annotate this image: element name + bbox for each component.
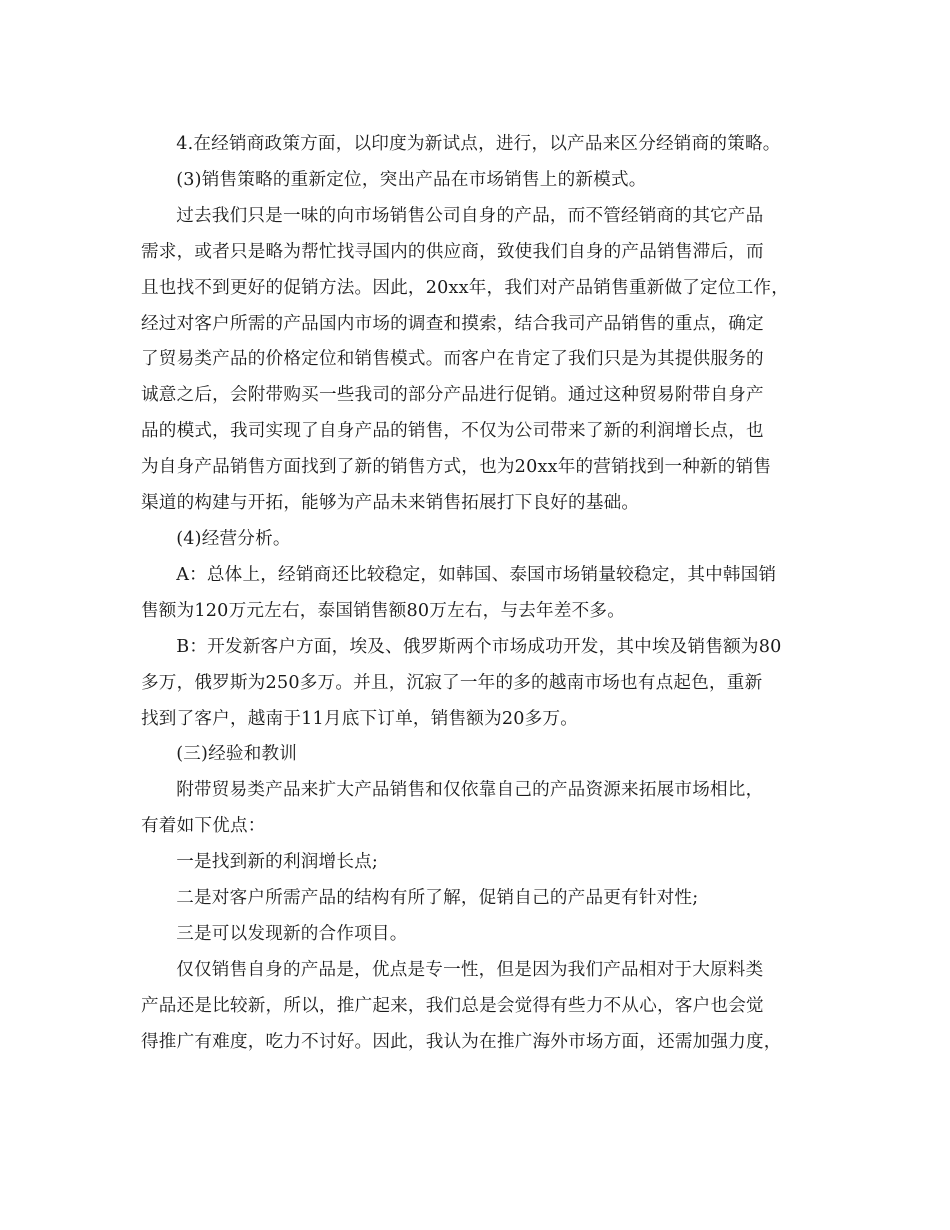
text-line: B：开发新客户方面，埃及、俄罗斯两个市场成功开发，其中埃及销售额为80 [176,636,782,657]
text-line: 二是对客户所需产品的结构有所了解，促销自己的产品更有针对性; [176,888,699,909]
text-line: A：总体上，经销商还比较稳定，如韩国、泰国市场销量较稳定，其中韩国销 [176,564,777,585]
text-line: 多万，俄罗斯为250多万。并且，沉寂了一年的多的越南市场也有点起色，重新 [141,672,763,693]
text-line: 需求，或者只是略为帮忙找寻国内的供应商，致使我们自身的产品销售滞后，而 [141,241,764,262]
text-line: 经过对客户所需的产品国内市场的调查和摸索，结合我司产品销售的重点，确定 [141,313,764,334]
text-line: (4)经营分析。 [176,528,291,549]
text-line: 4.在经销商政策方面，以印度为新试点，进行，以产品来区分经销商的策略。 [176,134,781,154]
text-line: 过去我们只是一味的向市场销售公司自身的产品，而不管经销商的其它产品 [176,205,764,226]
text-line: 找到了客户，越南于11月底下订单，销售额为20多万。 [141,708,579,729]
text-line: 为自身产品销售方面找到了新的销售方式，也为20xx年的营销找到一种新的销售 [141,457,772,478]
text-line: 一是找到新的利润增长点; [176,852,379,873]
text-line: 渠道的构建与开拓，能够为产品未来销售拓展打下良好的基础。 [141,493,640,514]
text-line: (3)销售策略的重新定位，突出产品在市场销售上的新模式。 [176,169,647,190]
text-line: 售额为120万元左右，泰国销售额80万左右，与去年差不多。 [141,600,626,621]
text-line: 有着如下优点： [141,816,266,837]
text-line: 且也找不到更好的促销方法。因此，20xx年，我们对产品销售重新做了定位工作， [141,277,790,298]
text-line: 产品还是比较新，所以，推广起来，我们总是会觉得有些力不从心，客户也会觉 [141,995,764,1016]
text-line: 了贸易类产品的价格定位和销售模式。而客户在肯定了我们只是为其提供服务的 [141,349,764,370]
text-line: (三)经验和教训 [176,744,298,765]
text-line: 诚意之后，会附带购买一些我司的部分产品进行促销。通过这种贸易附带自身产 [141,385,764,406]
text-line: 得推广有难度，吃力不讨好。因此，我认为在推广海外市场方面，还需加强力度， [141,1031,782,1052]
text-line: 品的模式，我司实现了自身产品的销售，不仅为公司带来了新的利润增长点，也 [141,421,764,442]
text-line: 仅仅销售自身的产品是，优点是专一性，但是因为我们产品相对于大原料类 [176,959,764,980]
text-line: 附带贸易类产品来扩大产品销售和仅依靠自己的产品资源来拓展市场相比， [176,780,764,801]
document-body [141,127,811,1061]
text-line: 三是可以发现新的合作项目。 [176,923,408,944]
